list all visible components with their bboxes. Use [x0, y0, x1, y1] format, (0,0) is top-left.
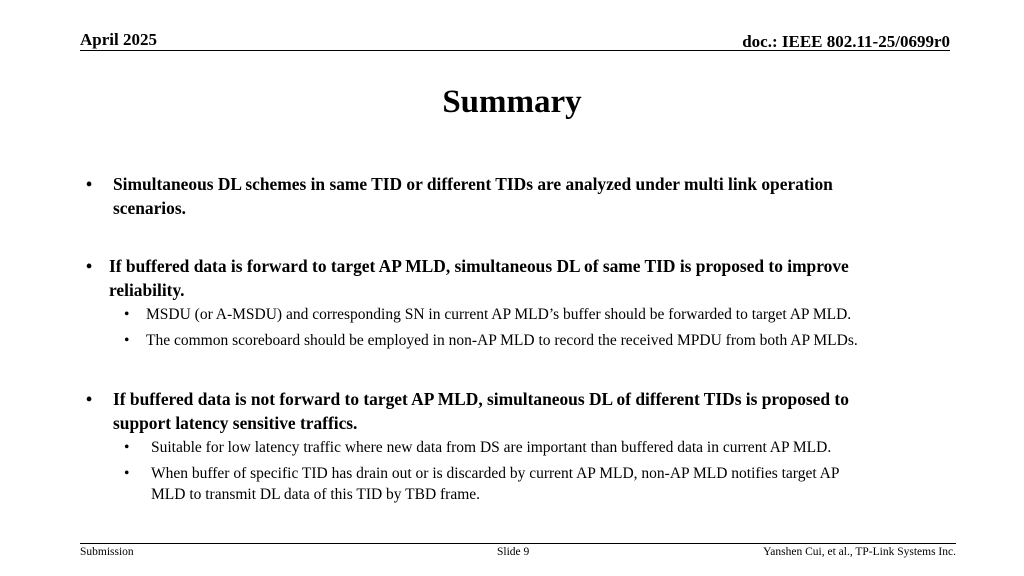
bullet-line: reliability.: [109, 280, 185, 300]
sub-bullet-text: [146, 304, 944, 325]
sub-bullet-dot-icon: •: [124, 439, 130, 456]
bullet-line: support latency sensitive traffics.: [113, 413, 358, 433]
header-doc-id: doc.: IEEE 802.11-25/0699r0: [742, 32, 950, 51]
sub-bullet-dot-icon: •: [124, 465, 130, 482]
header-divider: [80, 50, 950, 51]
bullet-dot-icon: •: [86, 256, 93, 276]
bullet-text: [113, 387, 943, 435]
sub-bullet-dot-icon: •: [124, 332, 130, 349]
bullet-line: scenarios.: [113, 198, 186, 218]
footer-submission: Submission: [80, 546, 134, 558]
bullet-dot-icon: •: [86, 389, 93, 409]
sub-bullet-line: Suitable for low latency traffic where new data from DS are important than buffered data in current AP MLD.: [151, 439, 832, 456]
sub-bullet-dot-icon: •: [124, 306, 130, 323]
sub-bullet-text: [151, 437, 944, 458]
sub-bullet-text: [151, 463, 944, 505]
slide-title: Summary: [442, 84, 582, 120]
footer-authors: Yanshen Cui, et al., TP-Link Systems Inc.: [763, 546, 956, 558]
bullet-text: [109, 254, 943, 302]
sub-bullet-text: [146, 330, 944, 351]
sub-bullet-line: MLD to transmit DL data of this TID by TBD frame.: [151, 486, 481, 503]
footer-divider: [80, 543, 956, 544]
sub-bullet-line: The common scoreboard should be employed in non-AP MLD to record the received MPDU from both AP MLDs.: [146, 332, 858, 349]
bullet-line: If buffered data is forward to target AP MLD, simultaneous DL of same TID is proposed to improve: [109, 256, 849, 276]
bullet-line: If buffered data is not forward to target AP MLD, simultaneous DL of different TIDs is proposed to: [113, 389, 849, 409]
bullet-text: [113, 172, 943, 220]
header-date: April 2025: [80, 30, 157, 49]
footer-slide-number: Slide 9: [497, 546, 530, 558]
bullet-line: Simultaneous DL schemes in same TID or different TIDs are analyzed under multi link operation: [113, 174, 833, 194]
sub-bullet-line: When buffer of specific TID has drain out or is discarded by current AP MLD, non-AP MLD notifies target AP: [151, 465, 840, 482]
sub-bullet-line: MSDU (or A-MSDU) and corresponding SN in current AP MLD’s buffer should be forwarded to target AP MLD.: [146, 306, 852, 323]
bullet-dot-icon: •: [86, 174, 93, 194]
